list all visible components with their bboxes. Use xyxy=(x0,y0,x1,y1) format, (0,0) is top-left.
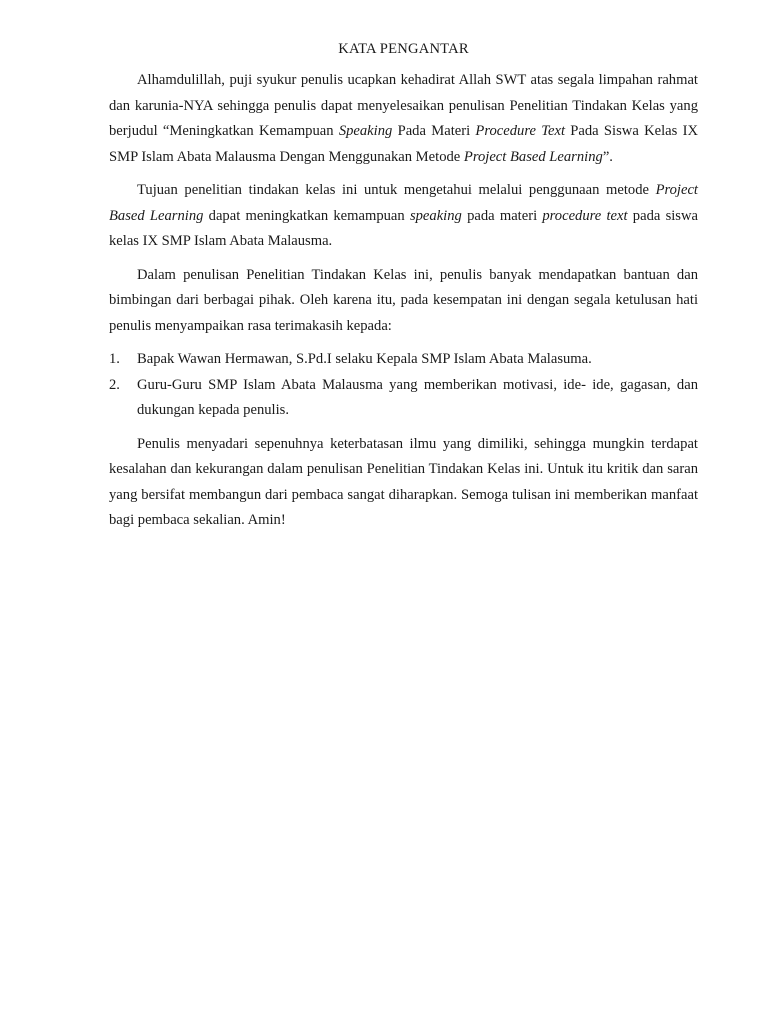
italic-term: Project Based Learning xyxy=(463,148,603,165)
text-run: Pada Materi xyxy=(392,123,476,139)
text-run: Alhamdulillah, puji syukur penulis ucapkan kehadirat Allah SWT atas segala limpahan rahmat dan karunia-NYA sehingga penulis dapat menyelesaikan penulisan Penelitian Tindakan Kelas yang berjudul “Meningkatkan Kemampuan xyxy=(109,72,698,139)
thanks-list xyxy=(109,347,698,424)
list-item-number: 2. xyxy=(109,376,120,393)
list-item-number: 1. xyxy=(109,351,120,367)
text-run: Tujuan penelitian tindakan kelas ini untuk mengetahui melalui penggunaan metode xyxy=(137,182,656,198)
list-item-text: Guru-Guru SMP Islam Abata Malausma yang memberikan motivasi, ide- ide, gagasan, dan dukungan kepada penulis. xyxy=(137,376,698,418)
text-run: dapat meningkatkan kemampuan xyxy=(203,207,410,224)
italic-term: Speaking xyxy=(338,123,393,139)
paragraph-closing: Penulis menyadari sepenuhnya keterbatasan ilmu yang dimiliki, sehingga mungkin terdapat kesalahan dan kekurangan dalam penulisan Penelitian Tindakan Kelas ini. Untuk itu kritik dan saran yang bersifat membangun dari pembaca sangat diharapkan. Semoga tulisan ini memberikan manfaat bagi pembaca sekalian. Amin! xyxy=(109,435,698,528)
italic-term: procedure text xyxy=(542,207,628,224)
list-item-text: Bapak Wawan Hermawan, S.Pd.I selaku Kepala SMP Islam Abata Malasuma. xyxy=(137,351,592,367)
paragraph-intro xyxy=(109,68,698,170)
list-item xyxy=(109,347,698,373)
document-body xyxy=(109,36,698,542)
page-title: KATA PENGANTAR xyxy=(338,41,469,57)
paragraph-acknowledgement: Dalam penulisan Penelitian Tindakan Kelas ini, penulis banyak mendapatkan bantuan dan bimbingan dari berbagai pihak. Oleh karena itu, pada kesempatan ini dengan segala ketulusan hati penulis menyampaikan rasa terimakasih kepada: xyxy=(109,266,698,334)
text-run: pada siswa kelas IX SMP Islam Abata Malausma. xyxy=(109,207,698,249)
italic-term: Project Based Learning xyxy=(109,182,698,224)
text-run: ”. xyxy=(602,148,613,165)
paragraph-purpose xyxy=(109,178,698,255)
text-run: pada materi xyxy=(461,207,543,224)
text-run: Pada Siswa Kelas IX SMP Islam Abata Malausma Dengan Menggunakan Metode xyxy=(109,123,698,165)
italic-term: speaking xyxy=(409,207,462,224)
italic-term: Procedure Text xyxy=(475,123,565,139)
list-item xyxy=(109,373,698,424)
